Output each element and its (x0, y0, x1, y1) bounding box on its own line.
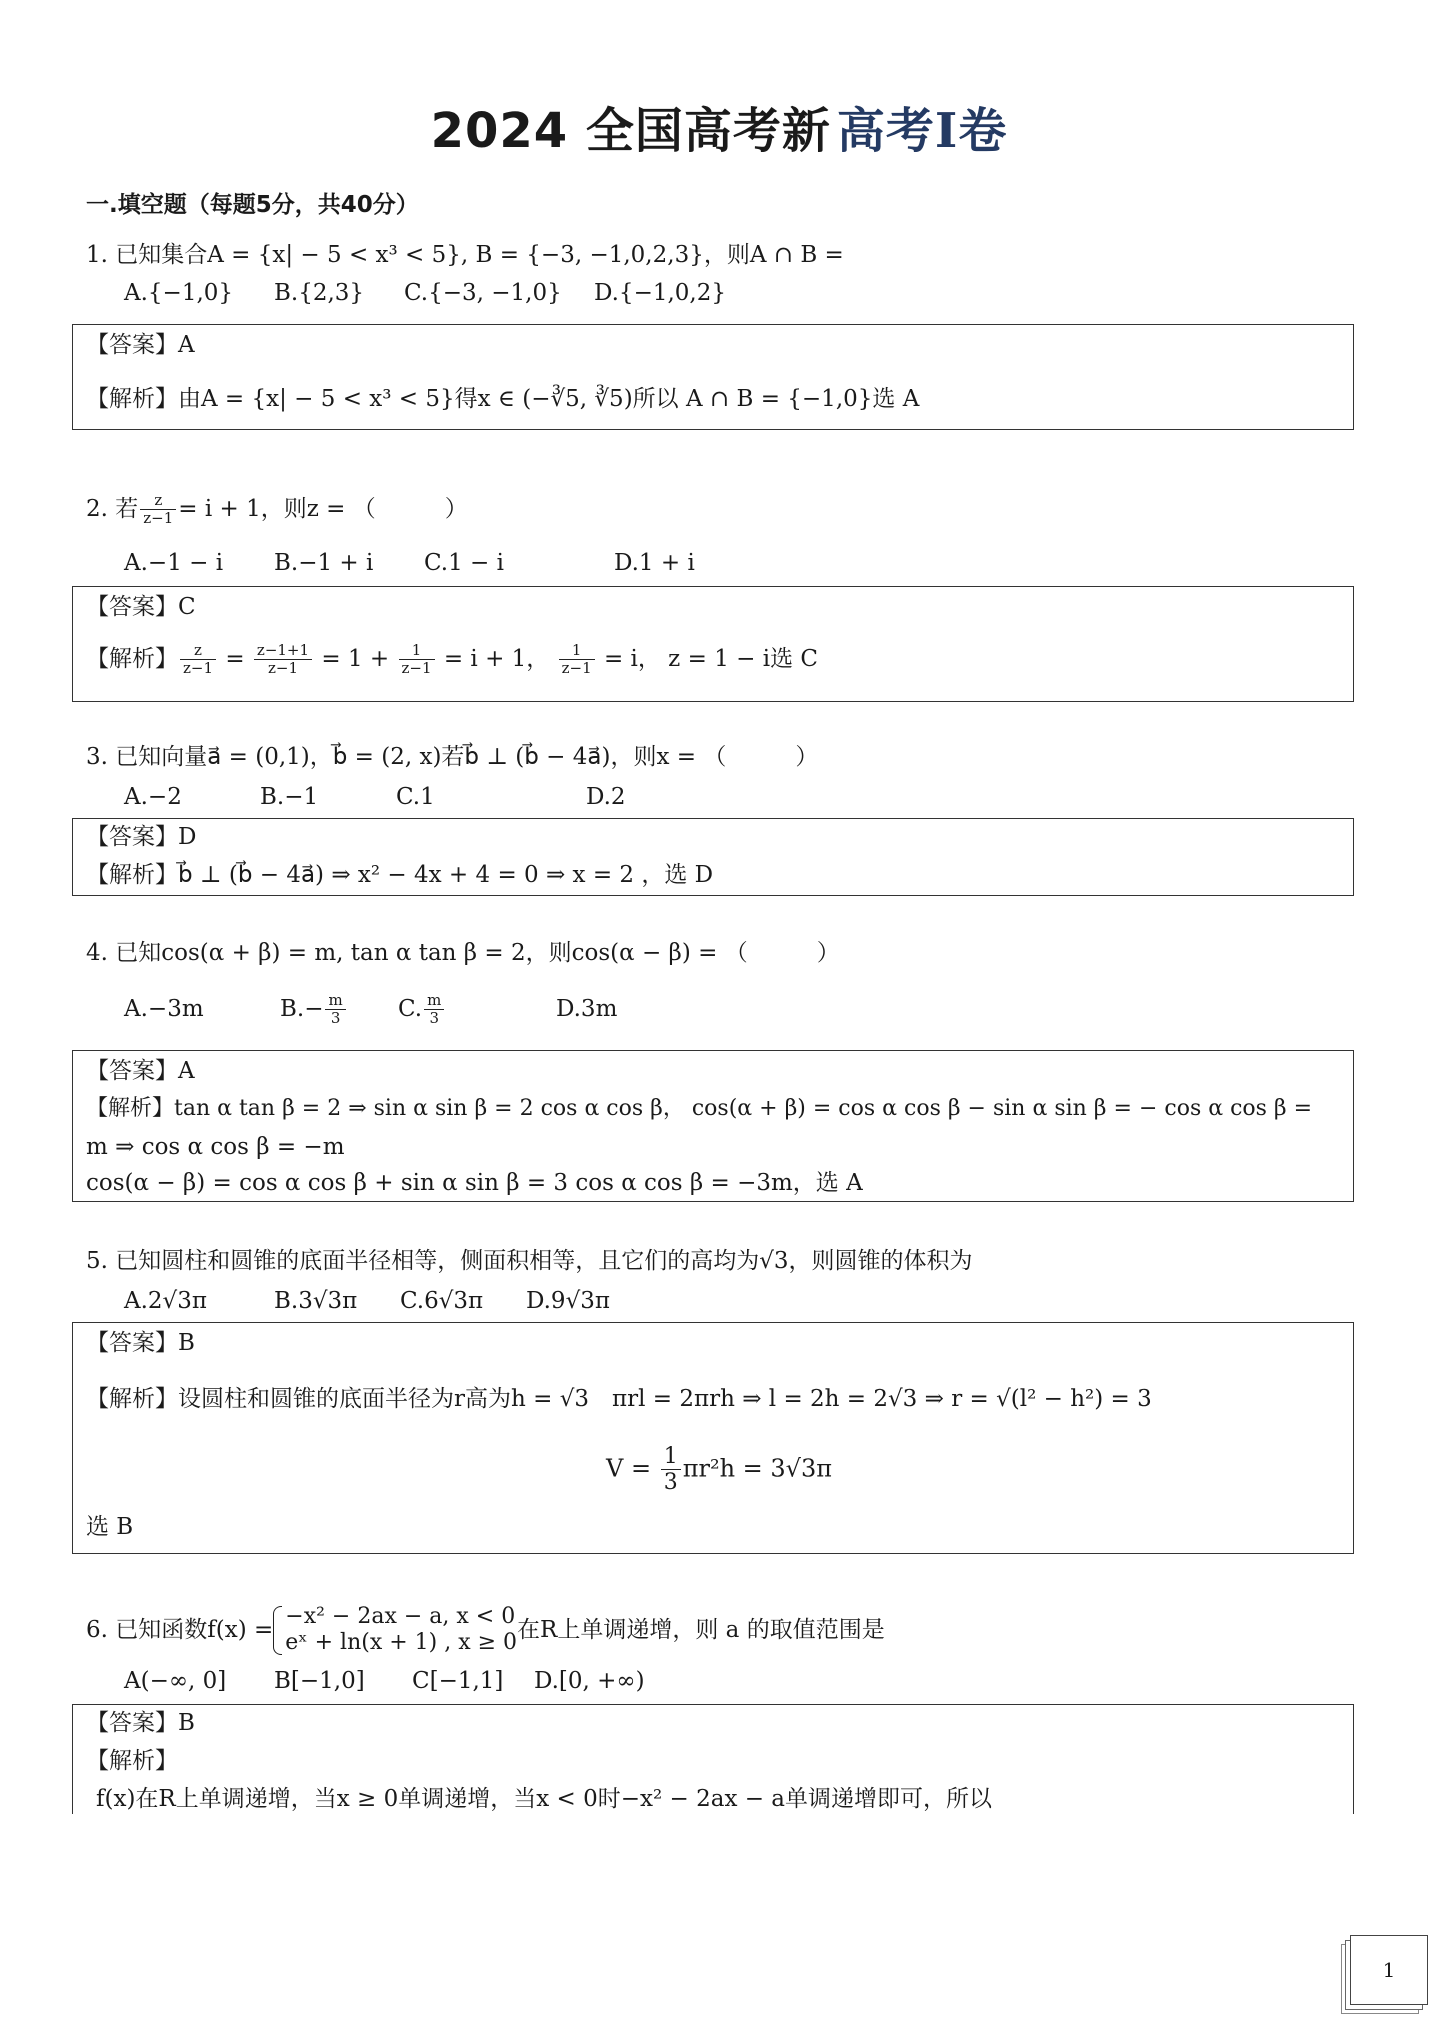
question-2-fraction (140, 492, 176, 528)
question-1-options (124, 282, 726, 305)
fraction (254, 642, 312, 678)
analysis-text: = i + 1， (443, 645, 550, 672)
title-accent: 高考Ⅰ卷 (836, 103, 1008, 159)
option-b: B.−1 (260, 784, 319, 810)
fraction (180, 642, 216, 678)
analysis-label: 【解析】 (86, 645, 178, 672)
page-number: 1 (1350, 1935, 1428, 2005)
question-6-options (124, 1670, 645, 1693)
fraction-numerator: 1 (661, 1444, 681, 1470)
fraction-numerator: m (424, 992, 444, 1010)
option-a: A(−∞, 0] (124, 1668, 227, 1694)
option-d: D.3m (556, 995, 618, 1022)
fraction (559, 642, 595, 678)
fraction (325, 992, 345, 1028)
option-a: A.−1 − i (124, 550, 224, 576)
question-5-answer-box (72, 1322, 1354, 1554)
fraction-denominator: 3 (429, 1009, 439, 1028)
question-4-stem: 4. 已知cos(α + β) = m, tan α tan β = 2，则cos(α − β) = （ ） (86, 940, 840, 966)
fraction-denominator: z−1 (183, 659, 214, 678)
question-6-analysis: f(x)在R上单调递增，当x ≥ 0单调递增，当x < 0时−x² − 2ax − a单调递增即可，所以 (96, 1786, 993, 1812)
fraction-numerator: z (140, 492, 176, 510)
question-5-answer: 【答案】B (86, 1330, 195, 1356)
option-a: A.2√3π (124, 1288, 207, 1314)
analysis-text: = i， z = 1 − i选 C (603, 645, 818, 672)
question-4-answer: 【答案】A (86, 1058, 195, 1084)
question-4-options (124, 992, 617, 1028)
fraction-denominator: z−1 (267, 659, 298, 678)
question-6-answer: 【答案】B (86, 1710, 195, 1736)
option-d: D.{−1,0,2} (594, 280, 726, 306)
question-1-analysis: 【解析】由A = {x| − 5 < x³ < 5}得x ∈ (−∛5, ∛5)所以 A ∩ B = {−1,0}选 A (86, 386, 920, 412)
analysis-text: = 1 + (321, 645, 390, 672)
option-d: D.2 (586, 784, 626, 810)
fraction-denominator: 3 (663, 1470, 678, 1496)
option-d: D.9√3π (526, 1288, 610, 1314)
option-c: C.6√3π (400, 1288, 484, 1314)
option-b: B.{2,3} (274, 280, 365, 306)
piecewise-case-2: eˣ + ln(x + 1) , x ≥ 0 (285, 1630, 518, 1656)
question-2-options (124, 552, 695, 575)
piecewise-case-1: −x² − 2ax − a, x < 0 (285, 1604, 516, 1629)
option-b: B.3√3π (274, 1288, 358, 1314)
option-b-prefix: B.− (280, 995, 324, 1022)
option-c: C.1 (396, 784, 435, 810)
question-1-answer-box (72, 324, 1354, 430)
question-4-analysis-line-2: m ⇒ cos α cos β = −m (86, 1134, 345, 1160)
formula-prefix: V = (605, 1454, 652, 1483)
question-5-analysis: 【解析】设圆柱和圆锥的底面半径为r高为h = √3 πrl = 2πrh ⇒ l = 2h = 2√3 ⇒ r = √(l² − h²) = 3 (86, 1386, 1152, 1412)
fraction-numerator: z−1+1 (254, 642, 312, 660)
option-a: A.{−1,0} (124, 280, 234, 306)
fraction (424, 992, 444, 1028)
question-2-answer: 【答案】C (86, 594, 196, 620)
option-b: B[−1,0] (274, 1668, 365, 1694)
question-5-conclusion: 选 B (86, 1514, 134, 1540)
option-d: D.1 + i (614, 550, 695, 576)
question-2-stem (86, 492, 468, 528)
fraction-denominator: 3 (330, 1009, 341, 1028)
volume-formula (0, 1444, 1438, 1496)
option-a: A.−2 (124, 784, 182, 810)
section-heading: 一.填空题（每题5分，共40分） (86, 192, 419, 218)
question-1-stem: 1. 已知集合A = {x| − 5 < x³ < 5}, B = {−3, −1,0,2,3}，则A ∩ B = (86, 242, 844, 268)
question-6-stem-prefix: 6. 已知函数f(x) = (86, 1616, 274, 1643)
question-3-options (124, 786, 626, 809)
option-c: C.1 − i (424, 550, 504, 576)
question-3-stem: 3. 已知向量a⃗ = (0,1)，b⃗ = (2, x)若b⃗ ⊥ (b⃗ − 4a⃗)，则x = （ ） (86, 744, 819, 770)
fraction-numerator: z (180, 642, 216, 660)
question-3-analysis: 【解析】b⃗ ⊥ (b⃗ − 4a⃗) ⇒ x² − 4x + 4 = 0 ⇒ x = 2 ，选 D (86, 862, 714, 888)
question-5-options (124, 1290, 610, 1313)
question-2-stem-suffix: = i + 1，则z = （ ） (178, 495, 468, 522)
option-d: D.[0, +∞) (534, 1668, 645, 1694)
fraction (399, 642, 435, 678)
question-2-stem-prefix: 2. 若 (86, 495, 139, 522)
option-a: A.−3m (124, 995, 204, 1022)
question-3-answer: 【答案】D (86, 824, 197, 850)
option-c-prefix: C. (398, 995, 423, 1022)
fraction-numerator: 1 (559, 642, 595, 660)
question-4-analysis-line-3: cos(α − β) = cos α cos β + sin α sin β = 3 cos α cos β = −3m，选 A (86, 1170, 863, 1196)
fraction-denominator: z−1 (401, 659, 432, 678)
piecewise-function (273, 1604, 517, 1657)
fraction-denominator: z−1 (143, 509, 174, 528)
fraction-numerator: m (325, 992, 345, 1010)
question-2-analysis: 【解析】 $\frac{z}{z-1}$ = $\frac{z-1+1}{z-1}$ = 1 + $\frac{1}{z-1}$ = i + 1， $\frac{1}{z-1}$ = i， z = 1 − i选 C (86, 641, 818, 678)
title-main: 2024 全国高考新 (430, 103, 831, 159)
option-c (398, 992, 556, 1028)
question-5-stem: 5. 已知圆柱和圆锥的底面半径相等，侧面积相等，且它们的高均为√3，则圆锥的体积为 (86, 1248, 973, 1274)
question-4-analysis-line-1: 【解析】tan α tan β = 2 ⇒ sin α sin β = 2 cos α cos β， cos(α + β) = cos α cos β − sin α sin β = − cos α cos β = (86, 1096, 1313, 1121)
question-1-answer: 【答案】A (86, 332, 195, 358)
question-6-stem (86, 1604, 885, 1657)
option-b: B.−1 + i (274, 550, 374, 576)
formula-suffix: πr²h = 3√3π (682, 1454, 832, 1483)
question-6-analysis-label: 【解析】 (86, 1748, 178, 1774)
option-b (280, 992, 398, 1028)
fraction-denominator: z−1 (561, 659, 592, 678)
fraction (661, 1444, 681, 1496)
question-6-stem-suffix: 在R上单调递增，则 a 的取值范围是 (517, 1616, 885, 1643)
option-c: C.{−3, −1,0} (404, 280, 562, 306)
fraction-numerator: 1 (399, 642, 435, 660)
page-title (0, 92, 1438, 161)
option-c: C[−1,1] (412, 1668, 504, 1694)
